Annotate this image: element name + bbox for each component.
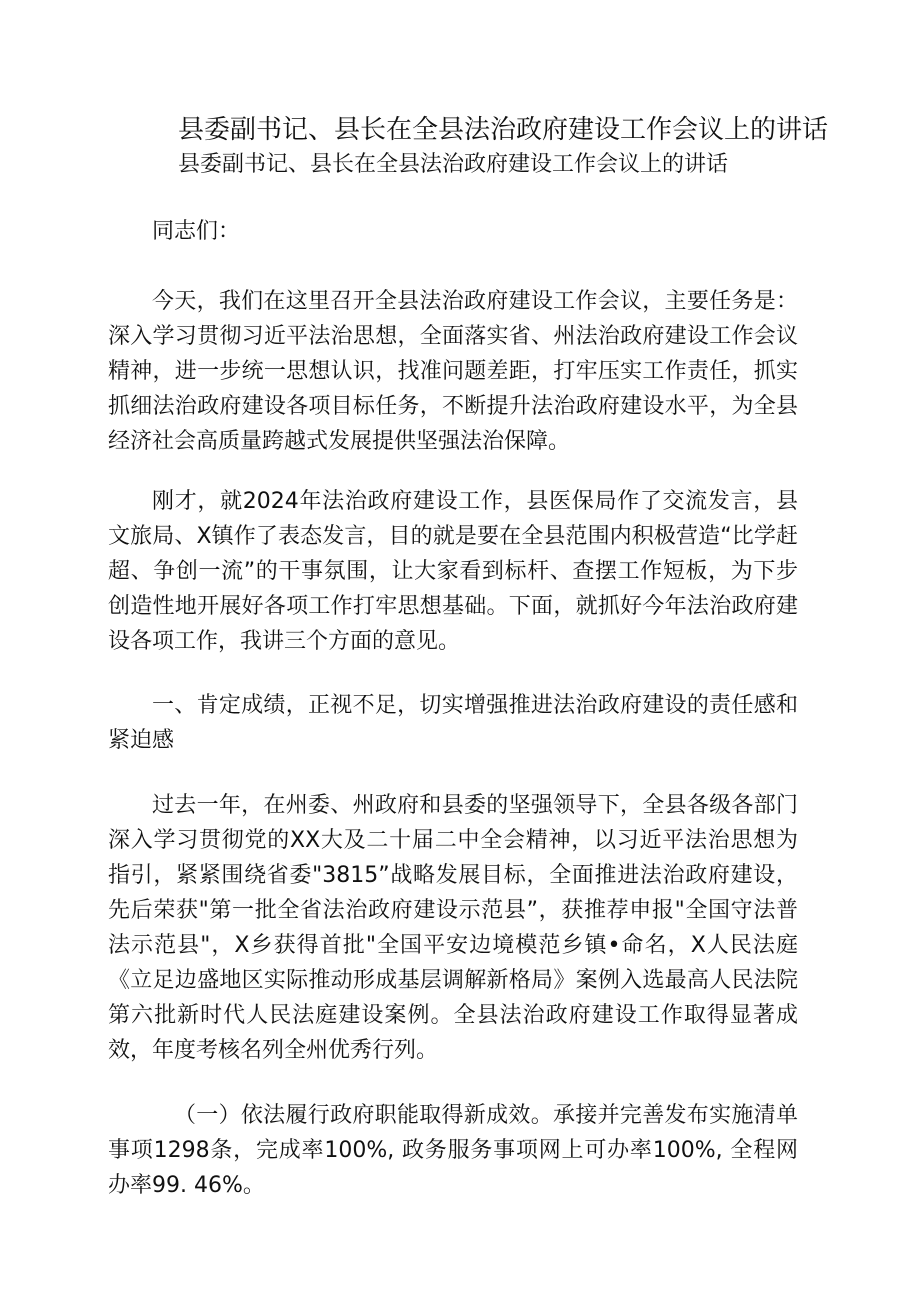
body-paragraph-2: 刚才，就2024年法治政府建设工作，县医保局作了交流发言，县文旅局、X镇作了表态发言，目的就是要在全县范围内积极营造“比学赶超、争创一流”的干事氛围，让大家看到标杆、查摆工作短板，为下步创造性地开展好各项工作打牢思想基础。下面，就抓好今年法治政府建设各项工作，我讲三个方面的意见。 (108, 489, 798, 654)
greeting-paragraph: 同志们： (152, 219, 241, 244)
section-heading-1: 一、肯定成绩，正视不足，切实增强推进法治政府建设的责任感和紧迫感 (108, 693, 798, 753)
document-subtitle: 县委副书记、县长在全县法治政府建设工作会议上的讲话 (178, 152, 729, 177)
body-paragraph-1: 今天，我们在这里召开全县法治政府建设工作会议，主要任务是：深入学习贯彻习近平法治思想，全面落实省、州法治政府建设工作会议精神，进一步统一思想认识，找准问题差距，打牢压实工作责任，抓实抓细法治政府建设各项目标任务，不断提升法治政府建设水平，为全县经济社会高质量跨越式发展提供坚强法治保障。 (108, 289, 798, 454)
body-paragraph-3: 过去一年，在州委、州政府和县委的坚强领导下，全县各级各部门深入学习贯彻党的XX大及二十届二中全会精神，以习近平法治思想为指引，紧紧围绕省委"3815”战略发展目标，全面推进法治政府建设，先后荣获"第一批全省法治政府建设示范县”，获推荐申报"全国守法普法示范县"，X乡获得首批"全国平安边境模范乡镇•命名，X人民法庭《立足边盛地区实际推动形成基层调解新格局》案例入选最高人民法院第六批新时代人民法庭建设案例。全县法治政府建设工作取得显著成效，年度考核名列全州优秀行列。 (108, 793, 798, 1063)
subsection-paragraph-1: （一）依法履行政府职能取得新成效。承接并完善发布实施清单事项1298条，完成率100%, 政务服务事项网上可办率100%, 全程网办率99. 46%。 (108, 1103, 798, 1198)
document-title: 县委副书记、县长在全县法治政府建设工作会议上的讲话 (178, 115, 829, 145)
